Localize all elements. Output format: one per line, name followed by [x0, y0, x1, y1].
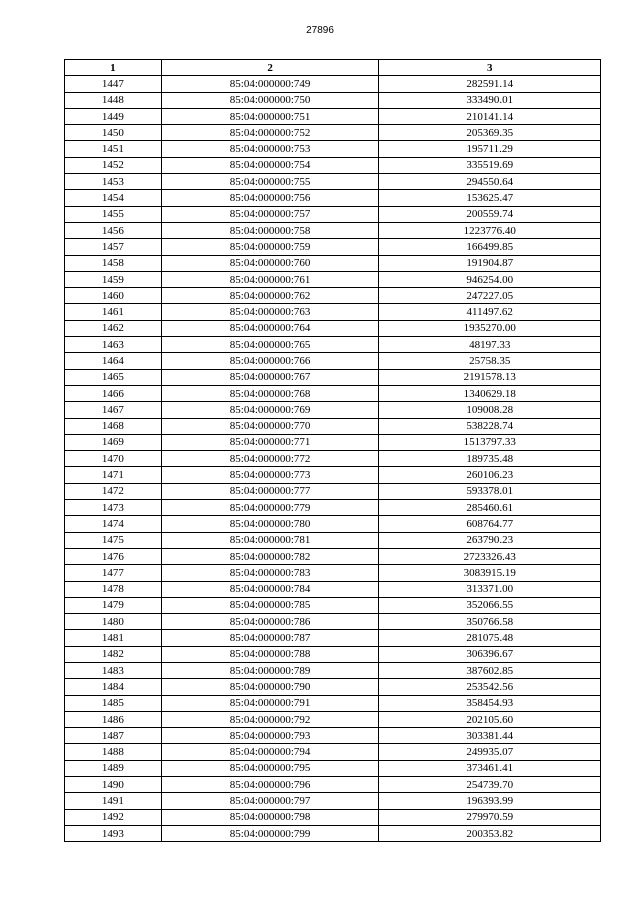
value-cell: 48197.33	[379, 337, 601, 353]
row-number-cell: 1488	[65, 744, 162, 760]
cadastral-number-cell: 85:04:000000:795	[161, 760, 379, 776]
value-cell: 358454.93	[379, 695, 601, 711]
row-number-cell: 1481	[65, 630, 162, 646]
row-number-cell: 1447	[65, 76, 162, 92]
value-cell: 946254.00	[379, 271, 601, 287]
value-cell: 254739.70	[379, 777, 601, 793]
cadastral-number-cell: 85:04:000000:796	[161, 777, 379, 793]
cadastral-number-cell: 85:04:000000:798	[161, 809, 379, 825]
table-row	[65, 451, 601, 467]
table-row	[65, 793, 601, 809]
table-row	[65, 679, 601, 695]
value-cell: 2191578.13	[379, 369, 601, 385]
value-cell: 279970.59	[379, 809, 601, 825]
value-cell: 1935270.00	[379, 320, 601, 336]
cadastral-number-cell: 85:04:000000:794	[161, 744, 379, 760]
row-number-cell: 1486	[65, 711, 162, 727]
row-number-cell: 1474	[65, 516, 162, 532]
cadastral-number-cell: 85:04:000000:777	[161, 483, 379, 499]
table-row	[65, 744, 601, 760]
cadastral-number-cell: 85:04:000000:791	[161, 695, 379, 711]
cadastral-number-cell: 85:04:000000:758	[161, 222, 379, 238]
table-row	[65, 467, 601, 483]
cadastral-number-cell: 85:04:000000:797	[161, 793, 379, 809]
table-row	[65, 76, 601, 92]
value-cell: 260106.23	[379, 467, 601, 483]
cadastral-number-cell: 85:04:000000:759	[161, 239, 379, 255]
row-number-cell: 1492	[65, 809, 162, 825]
value-cell: 109008.28	[379, 402, 601, 418]
value-cell: 1340629.18	[379, 385, 601, 401]
cadastral-number-cell: 85:04:000000:773	[161, 467, 379, 483]
table-row	[65, 402, 601, 418]
value-cell: 333490.01	[379, 92, 601, 108]
table-row	[65, 320, 601, 336]
row-number-cell: 1458	[65, 255, 162, 271]
table-row	[65, 304, 601, 320]
table-row	[65, 271, 601, 287]
value-cell: 593378.01	[379, 483, 601, 499]
cadastral-number-cell: 85:04:000000:763	[161, 304, 379, 320]
table-row	[65, 434, 601, 450]
cadastral-number-cell: 85:04:000000:785	[161, 597, 379, 613]
table-row	[65, 190, 601, 206]
cadastral-number-cell: 85:04:000000:757	[161, 206, 379, 222]
cadastral-number-cell: 85:04:000000:780	[161, 516, 379, 532]
cadastral-number-cell: 85:04:000000:755	[161, 174, 379, 190]
cadastral-number-cell: 85:04:000000:762	[161, 288, 379, 304]
cadastral-number-cell: 85:04:000000:754	[161, 157, 379, 173]
value-cell: 282591.14	[379, 76, 601, 92]
table-row	[65, 565, 601, 581]
cadastral-number-cell: 85:04:000000:790	[161, 679, 379, 695]
cadastral-number-cell: 85:04:000000:772	[161, 451, 379, 467]
table-row	[65, 760, 601, 776]
table-row	[65, 222, 601, 238]
cadastral-number-cell: 85:04:000000:792	[161, 711, 379, 727]
cadastral-number-cell: 85:04:000000:767	[161, 369, 379, 385]
cadastral-number-cell: 85:04:000000:788	[161, 646, 379, 662]
cadastral-number-cell: 85:04:000000:781	[161, 532, 379, 548]
row-number-cell: 1463	[65, 337, 162, 353]
cadastral-number-cell: 85:04:000000:760	[161, 255, 379, 271]
cadastral-number-cell: 85:04:000000:779	[161, 500, 379, 516]
table-row	[65, 385, 601, 401]
row-number-cell: 1461	[65, 304, 162, 320]
table-row	[65, 353, 601, 369]
table-row	[65, 777, 601, 793]
cadastral-number-cell: 85:04:000000:786	[161, 614, 379, 630]
row-number-cell: 1485	[65, 695, 162, 711]
cadastral-number-cell: 85:04:000000:771	[161, 434, 379, 450]
value-cell: 2723326.43	[379, 548, 601, 564]
value-cell: 247227.05	[379, 288, 601, 304]
value-cell: 196393.99	[379, 793, 601, 809]
value-cell: 538228.74	[379, 418, 601, 434]
value-cell: 200559.74	[379, 206, 601, 222]
row-number-cell: 1470	[65, 451, 162, 467]
table-row	[65, 157, 601, 173]
row-number-cell: 1464	[65, 353, 162, 369]
table-row	[65, 288, 601, 304]
row-number-cell: 1452	[65, 157, 162, 173]
value-cell: 166499.85	[379, 239, 601, 255]
table-row	[65, 369, 601, 385]
row-number-cell: 1448	[65, 92, 162, 108]
table-row	[65, 141, 601, 157]
cadastral-number-cell: 85:04:000000:787	[161, 630, 379, 646]
row-number-cell: 1462	[65, 320, 162, 336]
row-number-cell: 1456	[65, 222, 162, 238]
row-number-cell: 1454	[65, 190, 162, 206]
row-number-cell: 1476	[65, 548, 162, 564]
table-row	[65, 662, 601, 678]
row-number-cell: 1480	[65, 614, 162, 630]
cadastral-number-cell: 85:04:000000:752	[161, 125, 379, 141]
cadastral-number-cell: 85:04:000000:761	[161, 271, 379, 287]
column-header-3: 3	[379, 60, 601, 76]
row-number-cell: 1455	[65, 206, 162, 222]
row-number-cell: 1484	[65, 679, 162, 695]
value-cell: 153625.47	[379, 190, 601, 206]
row-number-cell: 1459	[65, 271, 162, 287]
value-cell: 263790.23	[379, 532, 601, 548]
value-cell: 1513797.33	[379, 434, 601, 450]
value-cell: 210141.14	[379, 108, 601, 124]
table-row	[65, 337, 601, 353]
value-cell: 202105.60	[379, 711, 601, 727]
row-number-cell: 1471	[65, 467, 162, 483]
column-header-1: 1	[65, 60, 162, 76]
table-row	[65, 630, 601, 646]
table-row	[65, 614, 601, 630]
row-number-cell: 1450	[65, 125, 162, 141]
row-number-cell: 1475	[65, 532, 162, 548]
table-row	[65, 711, 601, 727]
row-number-cell: 1449	[65, 108, 162, 124]
row-number-cell: 1490	[65, 777, 162, 793]
row-number-cell: 1460	[65, 288, 162, 304]
row-number-cell: 1472	[65, 483, 162, 499]
row-number-cell: 1491	[65, 793, 162, 809]
value-cell: 285460.61	[379, 500, 601, 516]
value-cell: 200353.82	[379, 825, 601, 841]
row-number-cell: 1469	[65, 434, 162, 450]
value-cell: 1223776.40	[379, 222, 601, 238]
row-number-cell: 1479	[65, 597, 162, 613]
value-cell: 313371.00	[379, 581, 601, 597]
value-cell: 306396.67	[379, 646, 601, 662]
table-row	[65, 255, 601, 271]
value-cell: 191904.87	[379, 255, 601, 271]
row-number-cell: 1466	[65, 385, 162, 401]
cadastral-number-cell: 85:04:000000:793	[161, 728, 379, 744]
row-number-cell: 1473	[65, 500, 162, 516]
value-cell: 387602.85	[379, 662, 601, 678]
value-cell: 373461.41	[379, 760, 601, 776]
row-number-cell: 1453	[65, 174, 162, 190]
table-row	[65, 92, 601, 108]
table-row	[65, 500, 601, 516]
table-body	[65, 76, 601, 842]
table-row	[65, 695, 601, 711]
cadastral-number-cell: 85:04:000000:784	[161, 581, 379, 597]
value-cell: 350766.58	[379, 614, 601, 630]
value-cell: 335519.69	[379, 157, 601, 173]
table-row	[65, 418, 601, 434]
cadastral-number-cell: 85:04:000000:782	[161, 548, 379, 564]
table-row	[65, 548, 601, 564]
row-number-cell: 1483	[65, 662, 162, 678]
cadastral-number-cell: 85:04:000000:789	[161, 662, 379, 678]
value-cell: 195711.29	[379, 141, 601, 157]
table-row	[65, 809, 601, 825]
data-table	[64, 59, 601, 842]
table-row	[65, 532, 601, 548]
value-cell: 249935.07	[379, 744, 601, 760]
cadastral-number-cell: 85:04:000000:750	[161, 92, 379, 108]
value-cell: 189735.48	[379, 451, 601, 467]
table-header-row	[65, 60, 601, 76]
table-row	[65, 581, 601, 597]
row-number-cell: 1467	[65, 402, 162, 418]
value-cell: 281075.48	[379, 630, 601, 646]
cadastral-number-cell: 85:04:000000:765	[161, 337, 379, 353]
row-number-cell: 1465	[65, 369, 162, 385]
table-row	[65, 174, 601, 190]
value-cell: 303381.44	[379, 728, 601, 744]
row-number-cell: 1468	[65, 418, 162, 434]
row-number-cell: 1451	[65, 141, 162, 157]
table-row	[65, 206, 601, 222]
cadastral-number-cell: 85:04:000000:753	[161, 141, 379, 157]
row-number-cell: 1482	[65, 646, 162, 662]
cadastral-number-cell: 85:04:000000:751	[161, 108, 379, 124]
cadastral-number-cell: 85:04:000000:783	[161, 565, 379, 581]
table-row	[65, 516, 601, 532]
row-number-cell: 1487	[65, 728, 162, 744]
row-number-cell: 1478	[65, 581, 162, 597]
value-cell: 352066.55	[379, 597, 601, 613]
value-cell: 205369.35	[379, 125, 601, 141]
value-cell: 294550.64	[379, 174, 601, 190]
row-number-cell: 1493	[65, 825, 162, 841]
page-number: 27896	[306, 25, 334, 36]
table-row	[65, 728, 601, 744]
cadastral-number-cell: 85:04:000000:764	[161, 320, 379, 336]
value-cell: 411497.62	[379, 304, 601, 320]
table-row	[65, 825, 601, 841]
value-cell: 3083915.19	[379, 565, 601, 581]
value-cell: 25758.35	[379, 353, 601, 369]
cadastral-number-cell: 85:04:000000:770	[161, 418, 379, 434]
row-number-cell: 1489	[65, 760, 162, 776]
row-number-cell: 1477	[65, 565, 162, 581]
table-row	[65, 108, 601, 124]
table-row	[65, 597, 601, 613]
table-row	[65, 239, 601, 255]
table-row	[65, 646, 601, 662]
row-number-cell: 1457	[65, 239, 162, 255]
cadastral-number-cell: 85:04:000000:799	[161, 825, 379, 841]
cadastral-number-cell: 85:04:000000:768	[161, 385, 379, 401]
column-header-2: 2	[161, 60, 379, 76]
cadastral-number-cell: 85:04:000000:766	[161, 353, 379, 369]
table-row	[65, 483, 601, 499]
cadastral-number-cell: 85:04:000000:769	[161, 402, 379, 418]
cadastral-number-cell: 85:04:000000:756	[161, 190, 379, 206]
value-cell: 253542.56	[379, 679, 601, 695]
cadastral-number-cell: 85:04:000000:749	[161, 76, 379, 92]
table-row	[65, 125, 601, 141]
value-cell: 608764.77	[379, 516, 601, 532]
